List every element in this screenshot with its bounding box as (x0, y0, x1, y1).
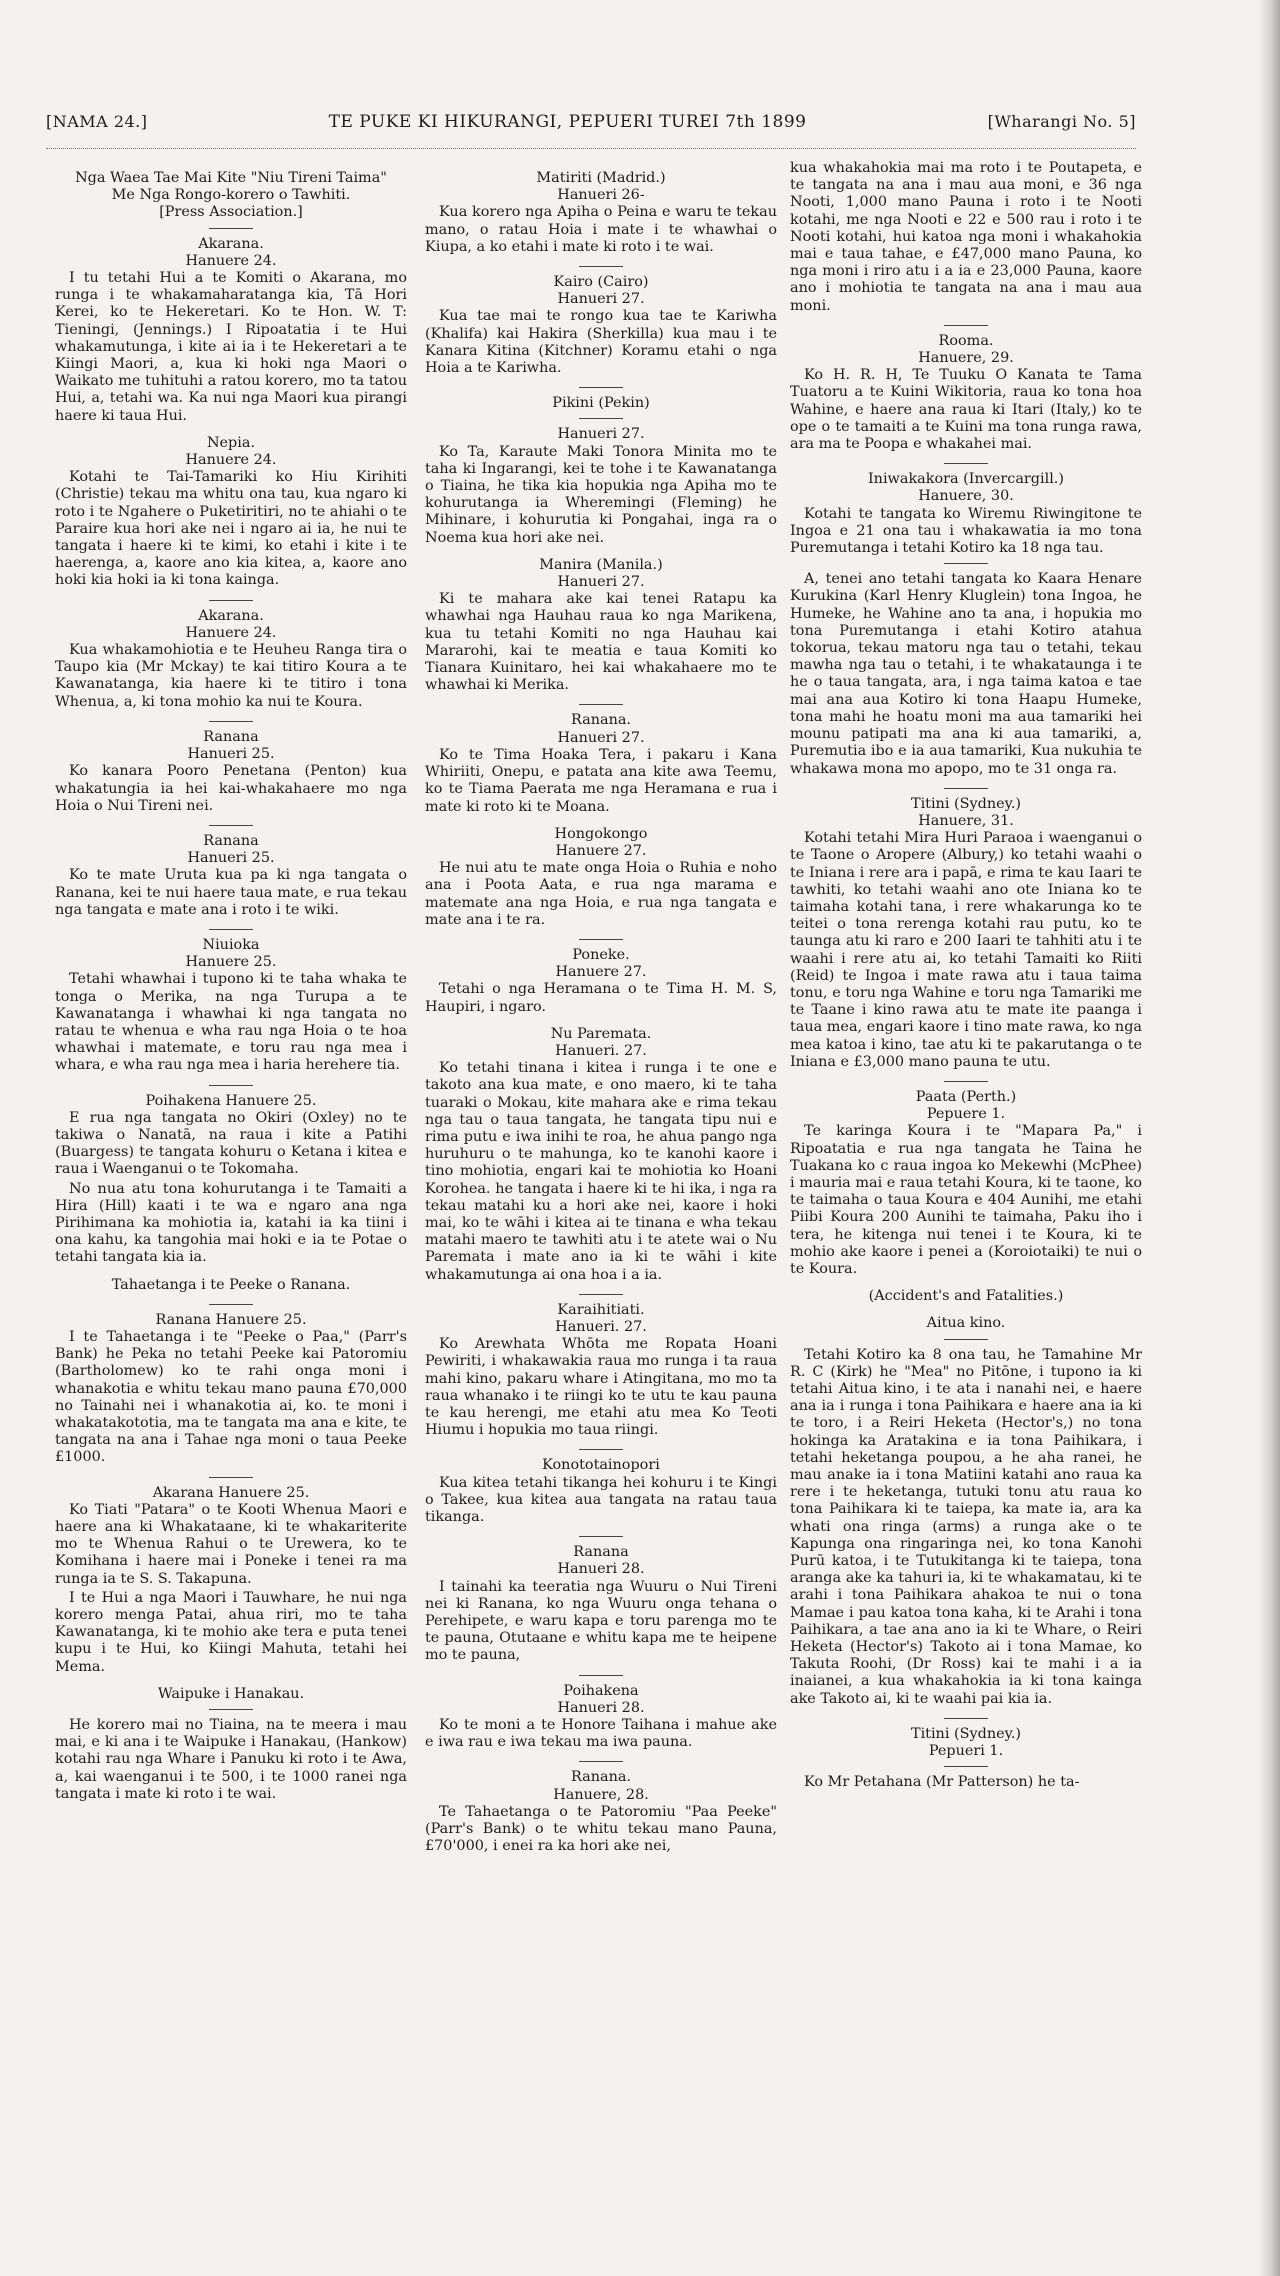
article-body: Ko te Tima Hoaka Tera, i pakaru i Kana Whiriiti, Onepu, e patata ana kite awa Teemu, ko te Tiama Paerata me nga Heramana e rua i mate ki roto ki te Moana. (425, 746, 777, 815)
article (55, 1277, 407, 1294)
article-place: Tahaetanga i te Peeke o Ranana. (111, 1276, 351, 1293)
article-body: I te Tahaetanga i te "Peeke o Paa," (Parr's Bank) he Peka no tetahi Peeke kai Patoromiu (Bartholomew) ko te rahi onga moni i whanakotia e whitu tekau mano pauna £70,000 no Tainahi nei i whanakotia ai, ko. te moni i whakatakototia, ma te tangata ma ana e kite, te tangata na ana i Tahae nga moni o taua Peeke £1000. (55, 1328, 407, 1466)
article (55, 729, 407, 815)
article-body: Kotahi te Tai-Tamariki ko Hiu Kirihiti (Christie) tekau ma whitu ona tau, kua ngaro ki roto i te Ngahere o Puketiritiri, no te ahiahi o te Paraire kua hori ake nei i ngaro ai ia, he nui te tangata i haere ki te kimi, ko etahi i kite i te haerenga, a, kaore ano kia kitea, a, kaore ano hoki kia hoki ia ki tona kainga. (55, 469, 407, 589)
article (55, 833, 407, 919)
divider (579, 387, 623, 388)
article-date: Hanueri 27. (557, 291, 645, 308)
article (425, 712, 777, 815)
article-date: Hanueri 25. (187, 850, 275, 867)
article-place: Ranana Hanuere 25. (155, 1311, 307, 1328)
column-2 (425, 170, 777, 1865)
divider (579, 266, 623, 267)
divider (944, 1081, 988, 1082)
article-body: Ki te mahara ake kai tenei Ratapu ka whawhai nga Hauhau raua ko nga Marikena, kua tu tetahi Komiti no nga Hauhau kai Mararohi, kai te meatia e taua Komiti ko Tianara Kuinitaro, hei kai whakahaere mo te whawhai ki Merika. (425, 591, 777, 694)
article-place: Akarana. (198, 235, 264, 252)
divider (209, 228, 253, 229)
article-date: Hanuere, 28. (553, 1786, 649, 1803)
article-body: Kua tae mai te rongo kua tae te Kariwha (Khalifa) kai Hakira (Sherkilla) kua mau i te Kanara Kitina (Kitchner) Koramu etahi o nga Hoia a te Kariwha. (425, 308, 777, 377)
article (425, 395, 777, 547)
divider (209, 721, 253, 722)
divider (944, 325, 988, 326)
article (425, 1769, 777, 1855)
article-date: Hanuere 24. (185, 452, 277, 469)
article-body: A, tenei ano tetahi tangata ko Kaara Henare Kurukina (Karl Henry Kluglein) tona Ingoa, he Humeke, he Wahine ano ta ana, i hopukia mo tona Puremutanga i etahi Kotiro atahua tokorua, tekau matoru nga tau o tetahi, tekau mawha nga tau o tetahi, i te whakataunga i te he o taua tangata, ara, i nga taima katoa e tae mai ana aua Kotiro ki tona Haapu Humeke, tona mahi he hoatu moni ma aua tamariki hei mounu patipati ma ana ki aua tamariki, a, Puremutia ibo e ia aua tamariki, Kua nukuhia te whakawa mona mo apopo, mo te 31 onga ra. (790, 571, 1142, 777)
divider (579, 704, 623, 705)
article-place: Ranana (203, 728, 259, 745)
divider (944, 788, 988, 789)
article-body: Tetahi o nga Heramana o te Tima H. M. S, Haupiri, i ngaro. (425, 981, 777, 1015)
article-place: Niuioka (202, 936, 260, 953)
article (425, 947, 777, 1016)
article-place: Ranana. (570, 712, 631, 729)
article-date: Hanuere, 30. (918, 488, 1014, 505)
article-place: Titini (Sydney.) (910, 795, 1022, 812)
article-place: Waipuke i Hanakau. (157, 1685, 305, 1702)
article-body: kua whakahokia mai ma roto i te Poutapeta, e te tangata na ana i mau aua moni, e 36 nga Nooti, 1,000 mano Pauna i roto i te Nooti kotahi, me nga Nooti e 22 e 500 rau i roto i te Nooti kotahi, hui katoa nga moni i whakahokia mai e taua tahae, e £47,000 mano Pauna, ko nga moni i riro atu i a ia e 23,000 Pauna, kaore ano i mohiotia te tangata na ana i mau aua moni. (790, 160, 1142, 314)
article (425, 1026, 777, 1284)
divider (579, 1294, 623, 1295)
divider (209, 825, 253, 826)
divider (209, 1709, 253, 1710)
article-body: Ko kanara Pooro Penetana (Penton) kua whakatungia ia hei kai-whakahaere mo nga Hoia o Nui Tireni nei. (55, 763, 407, 814)
article (55, 608, 407, 711)
article-body: Ko Tiati "Patara" o te Kooti Whenua Maori e haere ana ki Whakataane, ki te whakariterite mo te Whenua Rahui o te Urewera, ko te Komihana i haere mai i Poneke i tenei ra ma runga ia te S. S. Takapuna. (55, 1501, 407, 1587)
article-place: Rooma. (938, 332, 994, 349)
article-date: Hanueri 25. (187, 746, 275, 763)
article-date: Hanuere, 29. (918, 350, 1014, 367)
article-place: Nu Paremata. (550, 1025, 652, 1042)
intro-line-1: Nga Waea Tae Mai Kite "Niu Tireni Taima" (75, 170, 387, 186)
article-place: Poihakena (563, 1682, 639, 1699)
article-date: Hanuere, 31. (918, 812, 1014, 829)
sheet-number: [Wharangi No. 5] (987, 112, 1136, 131)
article-place: Karaihitiati. (557, 1301, 645, 1318)
intro-line-2: Me Nga Rongo-korero o Tawhiti. (111, 187, 351, 204)
divider (944, 1339, 988, 1340)
article-date: Hanueri. 27. (555, 1042, 647, 1059)
article-body: I te Hui a nga Maori i Tauwhare, he nui nga korero menga Patai, ahua riri, mo te taha Kawanatanga, ki te mohio ake tera e puta tenei kupu i te Hui, ko Kiingi Mahuta, tetahi hei Mema. (55, 1589, 407, 1675)
article (425, 1544, 777, 1664)
article-place: Matiriti (Madrid.) (536, 170, 666, 186)
article-place: Ranana (573, 1544, 629, 1561)
article-body: Kotahi tetahi Mira Huri Paraoa i waenganui o te Taone o Aropere (Albury,) ko tetahi waahi o te Iniana i rere ara i papā, e rima te kau Iaari te tawhiti, ko tetahi waahi ano ote Iniana ko te taimaha kotahi tana, i rere whakarunga ko te teitei o tona rerenga kotahi rau putu, ko te taunga atu ki raro e 200 Iaari te tahhiti atu i te waahi i rere atu ai, ko tetahi Tamaiti ko Riiti (Reid) te Ingoa i mate rawa atu i taua taima tonu, e toru nga Wahine e toru nga Tamariki me te Taane i kino rawa atu te mate ite paanga i taua mea, engari kaore i tino mate rawa, ko nga mea katoa i kino, tae atu ki te pakarutanga o te Iniana e £3,000 mano pauna te utu. (790, 830, 1142, 1070)
divider (579, 1536, 623, 1537)
article (790, 1726, 1142, 1792)
article-body: Kua whakamohiotia e te Heuheu Ranga tira o Taupo kia (Mr Mckay) te kai titiro Koura a te Kawanatanga, kia haere ki te titiro i tona Whenua, a, ki tona mohio ka nui te Koura. (55, 642, 407, 710)
divider (579, 939, 623, 940)
article-body: Ko Mr Petahana (Mr Patterson) he ta- (804, 1774, 1080, 1791)
article-body: Ko te mate Uruta kua pa ki nga tangata o Ranana, kei te nui haere taua mate, e rua tekau nga tangata e mate ana i roto i te wiki. (55, 867, 407, 918)
divider (209, 1304, 253, 1305)
article-body: Ko Ta, Karaute Maki Tonora Minita mo te taha ki Ingarangi, kei te tohe i te Kawanatanga o Tiaina, he tika kia hopukia nga Apiha mo te kohurutanga ia Wheremingi (Fleming) he Mihinare, i kohurutia ki Pongahai, inga ra o Noema kua hori ake nei. (425, 443, 777, 546)
article-date: Hanuere 25. (185, 954, 277, 971)
article-place: Kairo (Cairo) (553, 274, 649, 291)
article (425, 1683, 777, 1752)
article (790, 796, 1142, 1071)
article (425, 170, 777, 256)
article-date: Hanueri 27. (557, 574, 645, 591)
divider (579, 1675, 623, 1676)
article (55, 236, 407, 425)
article-place: (Accident's and Fatalities.) (868, 1288, 1064, 1305)
article-date: Hanueri 28. (557, 1561, 645, 1578)
article-place: Titini (Sydney.) (910, 1725, 1022, 1742)
article-body: E rua nga tangata no Okiri (Oxley) no te takiwa o Nanatā, na raua i kite a Patihi (Buargess) te tangata kohuru o Ketana i kitea e raua i Waenganui o te Tokomaha. (55, 1109, 407, 1178)
article-place: Iniwakakora (Invercargill.) (868, 471, 1064, 488)
article-place: Poneke. (572, 946, 630, 963)
article-body: No nua atu tona kohurutanga i te Tamaiti a Hira (Hill) kaati i te wa e ngaro ana nga Pirihimana ka mohiotia ia, katahi ia ka tiini i ona kahu, ka tangohia mai hoki e ia te Potae o tetahi tangata kia ia. (55, 1180, 407, 1266)
article-place: Poihakena Hanuere 25. (145, 1092, 317, 1109)
column-1 (55, 170, 407, 1813)
article-place: Nepia. (206, 434, 256, 451)
page-header (46, 112, 1136, 149)
article (55, 937, 407, 1075)
divider (209, 929, 253, 930)
article (425, 1457, 777, 1526)
article-place: Akarana. (198, 607, 264, 624)
article-place: Ranana. (570, 1769, 631, 1786)
article-body: Ko te moni a te Honore Taihana i mahue ake e iwa rau e iwa tekau ma iwa pauna. (425, 1717, 777, 1751)
article (425, 826, 777, 929)
article-date: Pepueri 1. (928, 1743, 1004, 1760)
article-date: Hanueri. 27. (555, 1318, 647, 1335)
article-date: Hanueri 26- (557, 187, 645, 204)
article-place: Paata (Perth.) (915, 1088, 1017, 1105)
article-date: Pepuere 1. (926, 1106, 1006, 1123)
article-place: Ranana (203, 832, 259, 849)
intro-line-3: [Press Association.] (159, 204, 303, 221)
article-body: I tainahi ka teeratia nga Wuuru o Nui Tireni nei ki Ranana, ko nga Wuuru onga tehana o Perehipete, e waru kapa e toru parenga mo te te pauna, Otutaane e whitu kapa me te heipene mo te pauna, (425, 1578, 777, 1664)
divider (579, 418, 623, 419)
column-3 (790, 160, 1142, 1801)
divider (944, 1718, 988, 1719)
divider (944, 1766, 988, 1767)
article-body: He korero mai no Tiaina, na te meera i mau mai, e ki ana i te Waipuke i Hanakau, (Hankow) kotahi rau nga Whare i Panuku ki roto i te Awa, a, kai waenganui i te 500, i te 1000 ranei nga tangata i mate ki roto i te wai. (55, 1717, 407, 1802)
article-body: He nui atu te mate onga Hoia o Ruhia e noho ana i Poota Aata, e rua nga marama e matemate ana nga Hoia, e rua nga tangata e mate ana i te ra. (425, 860, 777, 928)
article-body: I tu tetahi Hui a te Komiti o Akarana, mo runga i te whakamaharatanga kia, Tā Hori Kerei, ko te Hekeretari. Ko te Hon. W. T: Tieningi, (Jennings.) I Ripoatatia i te Hui whakamutunga, i kite ai ia i te Hekeretari a te Kiingi Maori, a, kua ki hoki nga Maori o Waikato me tuhituhi a ratou korero, mo ta tatou Hui, a, tetahi wa. Ka nui nga Maori kua pirangi haere ki taua Hui. (55, 270, 407, 424)
divider (209, 600, 253, 601)
page-number: [NAMA 24.] (46, 112, 148, 131)
article-place: Aitua kino. (926, 1315, 1006, 1332)
article-date: Hanuere 27. (555, 842, 647, 859)
article (55, 1312, 407, 1467)
article-body: Te karinga Koura i te "Mapara Pa," i Ripoatatia e rua nga tangata he Taina he Tuakana ko c raua ingoa ko Mekewhi (McPhee) i mauria mai e raua tetahi Koura, ki te taone, ko te taimaha o taua Koura e 404 Aunihi, me etahi Piibi Koura 200 Aunihi te taimaha, Paku iho i tera, he kitenga nui tenei i te Koura, ki te mohio ake kaore i penei a (Koroiotaiki) te nui o te Koura. (790, 1123, 1142, 1277)
divider (579, 1449, 623, 1450)
article-place: Manira (Manila.) (539, 556, 663, 573)
article-date: Hanueri 27. (557, 426, 645, 443)
article-body: Te Tahaetanga o te Patoromiu "Paa Peeke" (Parr's Bank) o te whitu tekau mano Pauna, £70'000, i enei ra ka hori ake nei, (425, 1803, 777, 1855)
divider (944, 463, 988, 464)
article (790, 160, 1142, 315)
article (790, 333, 1142, 453)
article (790, 1089, 1142, 1278)
article-body: Ko tetahi tinana i kitea i runga i te one e takoto ana kua mate, e ono maero, ki te taha tuaraki o Mokau, kite mahara ake e rima tekau nga tau o taua tangata, he tangata tipu nui e rima putu e iwa inihi te roa, he ahua pango nga huruhuru o te mahunga, ko te kanohi kaore i tino mohiotia, engari kai te mohiotia ko Hoani Korohea. he tangata i haere ki te hi ika, i nga ra tekau matahi ku a hori ake nei, kaore i hoki mai, ko te wāhi i kitea ai te tinana e wha tekau matahi maero te tawhiti atu i te atete wai o Nu Paremata i mate ano ia ki te wāhi i kite whakamutunga ai ona hoa i a ia. (425, 1060, 777, 1283)
article-body: Kua kitea tetahi tikanga hei kohuru i te Kingi o Takee, kua kitea aua tangata na ratau taua tikanga. (425, 1474, 777, 1526)
article (55, 1093, 407, 1267)
article-place: Akarana Hanuere 25. (152, 1484, 310, 1501)
article-date: Hanueri 27. (557, 729, 645, 746)
page-edge-shadow (1258, 0, 1280, 2276)
article (55, 1485, 407, 1676)
article (790, 1315, 1142, 1707)
article (425, 1302, 777, 1440)
article-date: Hanuere 24. (185, 624, 277, 641)
article (55, 1686, 407, 1803)
article-place: Hongokongo (554, 825, 648, 842)
article (55, 435, 407, 590)
article-body: Ko Arewhata Whōta me Ropata Hoani Pewiriti, i whakawakia raua mo runga i ta raua mahi kino, pakaru whare i Atingitana, mo mo ta raua whanako i te riingi ko te utu te kau pauna te kau herengi, me etahi atu mea Ko Teoti Hiumu i hopukia mo taua riingi. (425, 1336, 777, 1439)
article (790, 471, 1142, 777)
article-body: Ko H. R. H, Te Tuuku O Kanata te Tama Tuatoru a te Kuini Wikitoria, raua ko tona hoa Wahine, e haere ana raua ki Itari (Italy,) ko te ope o te tamaiti a te Kuini ma tona runga rawa, ara ma te Poopa e whakahei mai. (790, 367, 1142, 453)
divider (944, 563, 988, 564)
masthead-title: TE PUKE KI HIKURANGI, PEPUERI TUREI 7th 1899 (328, 112, 807, 132)
article (425, 274, 777, 377)
article-date: Hanueri 28. (557, 1699, 645, 1716)
article-date: Hanuere 27. (555, 964, 647, 981)
article-place: Konototainopori (542, 1457, 660, 1474)
article-place: Pikini (Pekin) (552, 395, 650, 412)
article-date: Hanuere 24. (185, 252, 277, 269)
article-body: Kua korero nga Apiha o Peina e waru te tekau mano, o ratau Hoia i mate i te whawhai o Kiupa, a ko etahi i mate ki roto i te wai. (425, 204, 777, 255)
article-body: Tetahi Kotiro ka 8 ona tau, he Tamahine Mr R. C (Kirk) he "Mea" no Pitōne, i tupono ia ki tetahi Aitua kino, i te ata i nanahi nei, e haere ana ia i runga i tona Paihikara e haere ana ia ki te toro, i a Reiri Heketa (Hector's,) no tona hokinga ka Aratakina e ia tona Paihikara, i tetahi heketanga poupou, a he aha ranei, he mau anake ia i tona Matiini katahi ano raua ka rere i te heketanga, tutuki tonu atu raua ko tona Paihikara ki te taiepa, ka mate ia, ara ka whati ona ringa (arms) a runga ake o te Kapunga ona ringaringa nei, ko tona Kanohi Purū katoa, i te Tutukitanga ki te taiepa, tona aranga ake ka tahuri ia, ki te whakamatau, ki te arahi i tona Paihikara ahakoa te nui o tona Mamae i pau katoa tona kaha, ki te Arahi i tona Paihikara, a tae ana ano ia ki te Whare, o Reiri Heketa (Hector's) Takoto ai i tona Mamae, ko Takuta Roohi, (Dr Ross) kai te mahi i a ia inaianei, a kua whakahokia ia ki tona kainga ake Takoto ai, ki te waahi pai kia ia. (790, 1346, 1142, 1707)
divider (579, 1761, 623, 1762)
divider (209, 1085, 253, 1086)
article-body: Tetahi whawhai i tupono ki te taha whaka te tonga o Merika, na nga Turupa a te Kawanatanga i whawhai ki nga tangata no ratau te whenua e wha rau nga Hoia o te hoa whawhai i matemate, e toru rau nga mea i whara, e wha rau nga mea i haria herehere tia. (55, 971, 407, 1074)
article (790, 1288, 1142, 1305)
article (425, 557, 777, 695)
article-body: Kotahi te tangata ko Wiremu Riwingitone te Ingoa e 21 ona tau i whakawatia ia mo tona Puremutanga i tetahi Kotiro ka 18 nga tau. (790, 505, 1142, 557)
divider (209, 1477, 253, 1478)
